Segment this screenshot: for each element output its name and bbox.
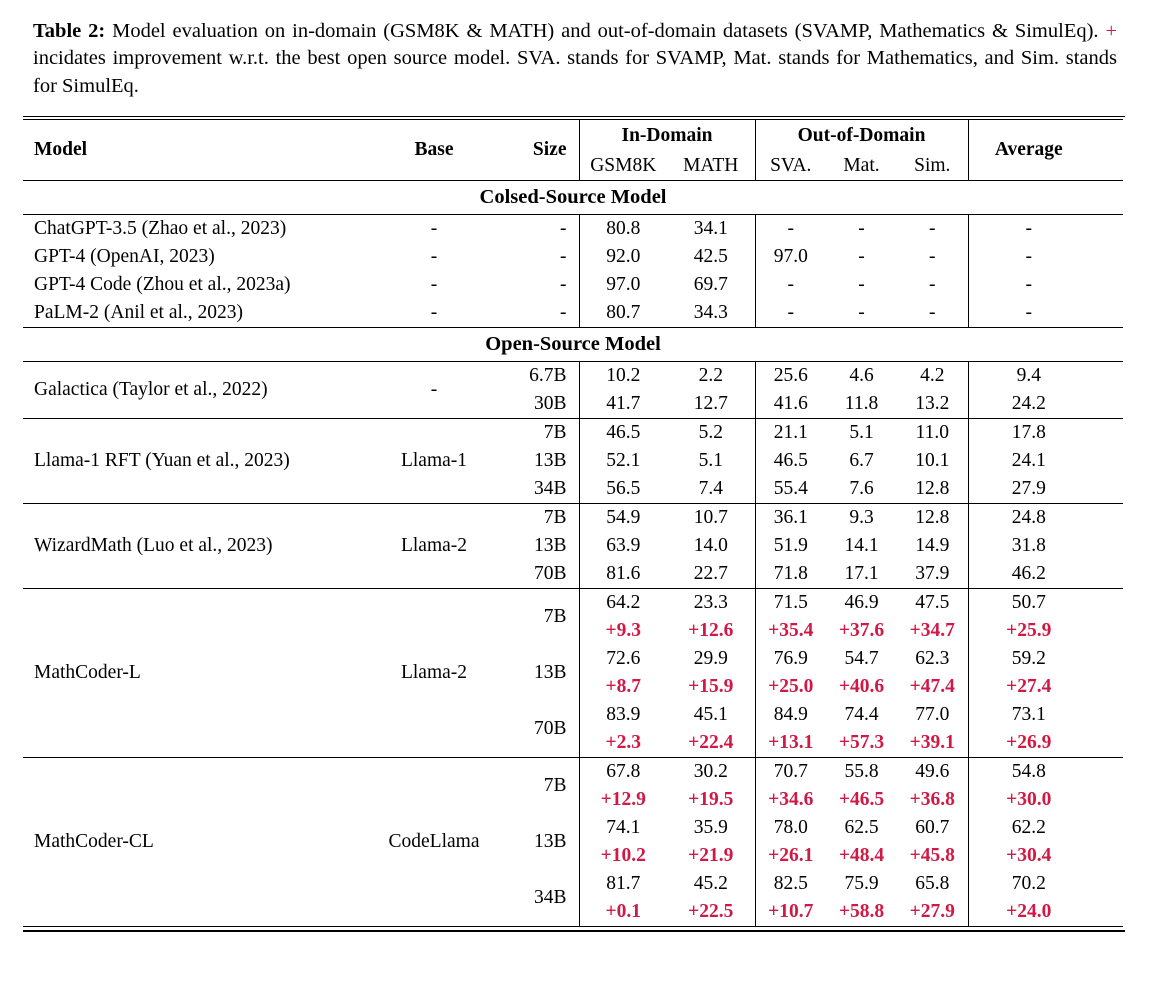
value-cell: 52.1 [579, 447, 667, 475]
paper-page [0, 18, 1149, 1004]
improvement-cell: +10.2 [579, 842, 667, 870]
value-cell: - [929, 246, 936, 268]
value-cell: 80.7 [579, 299, 667, 328]
value-cell: 41.7 [579, 390, 667, 419]
value-cell: - [929, 274, 936, 296]
col-header-gsm8k: GSM8K [579, 151, 667, 181]
value-cell: 54.8 [968, 758, 1123, 787]
value-cell: 24.2 [968, 390, 1123, 419]
value-cell: 21.1 [755, 419, 826, 448]
value-cell: 69.7 [693, 274, 728, 296]
improvement-cell: +15.9 [688, 676, 734, 698]
size-cell: 7B [543, 606, 567, 628]
improvement-cell: +26.1 [755, 842, 826, 870]
value-cell: - [755, 215, 826, 244]
value-cell: 31.8 [968, 532, 1123, 560]
size-cell: 13B [533, 662, 567, 684]
improvement-cell: +25.9 [968, 617, 1123, 645]
value-cell: 81.7 [579, 870, 667, 898]
base-cell: Llama-1 [379, 419, 489, 504]
section-title: Colsed-Source Model [23, 181, 1123, 215]
value-cell: 29.9 [693, 648, 728, 670]
size-cell: 13B [533, 831, 567, 853]
value-cell: 70.7 [755, 758, 826, 787]
improvement-cell: +12.6 [688, 620, 734, 642]
results-table-frame [23, 116, 1125, 932]
value-cell: 25.6 [755, 362, 826, 391]
value-cell: 71.8 [755, 560, 826, 589]
value-cell: 62.2 [968, 814, 1123, 842]
model-cell: MathCoder-CL [34, 831, 154, 853]
size-cell: 7B [543, 422, 567, 444]
value-cell: 56.5 [579, 475, 667, 504]
value-cell: 75.9 [844, 873, 879, 895]
model-cell: PaLM-2 (Anil et al., 2023) [34, 302, 244, 324]
col-header-mathematics: Mat. [826, 151, 897, 181]
improvement-cell: +46.5 [838, 789, 885, 811]
base-cell: Llama-2 [379, 589, 489, 758]
value-cell: 6.7 [849, 450, 874, 472]
improvement-cell: +27.4 [968, 673, 1123, 701]
improvement-cell: +39.1 [897, 729, 968, 758]
value-cell: 83.9 [579, 701, 667, 729]
value-cell: 11.8 [826, 390, 897, 419]
value-cell: 54.7 [844, 648, 879, 670]
value-cell: 12.8 [897, 475, 968, 504]
improvement-cell: +13.1 [755, 729, 826, 758]
value-cell: 81.6 [579, 560, 667, 589]
value-cell: 9.4 [968, 362, 1123, 391]
value-cell: 49.6 [915, 761, 950, 783]
value-cell: 84.9 [755, 701, 826, 729]
value-cell: 14.1 [844, 535, 879, 557]
model-cell: GPT-4 (OpenAI, 2023) [34, 246, 215, 268]
value-cell: 45.2 [693, 873, 728, 895]
table-row [23, 419, 1123, 448]
value-cell: 36.1 [755, 504, 826, 533]
value-cell: - [968, 299, 1123, 328]
table-row [23, 362, 1123, 391]
value-cell: 10.1 [915, 450, 950, 472]
value-cell: 46.9 [844, 592, 879, 614]
value-cell: 64.2 [579, 589, 667, 618]
table-body [23, 181, 1123, 927]
value-cell: - [968, 215, 1123, 244]
improvement-cell: +21.9 [688, 845, 734, 867]
value-cell: 59.2 [968, 645, 1123, 673]
improvement-cell: +27.9 [909, 901, 955, 923]
value-cell: 34.3 [693, 302, 728, 324]
improvement-cell: +8.7 [579, 673, 667, 701]
value-cell: 22.7 [667, 560, 755, 589]
value-cell: 17.1 [826, 560, 897, 589]
value-cell: 5.1 [849, 422, 874, 444]
value-cell: 12.8 [915, 507, 950, 529]
value-cell: 45.1 [693, 704, 728, 726]
value-cell: 42.5 [693, 246, 728, 268]
base-cell: - [430, 274, 438, 296]
col-header-model: Model [23, 120, 379, 181]
table-header [23, 120, 1123, 181]
value-cell: 10.2 [579, 362, 667, 391]
value-cell: 17.8 [968, 419, 1123, 448]
value-cell: 46.5 [755, 447, 826, 475]
value-cell: 60.7 [915, 817, 950, 839]
value-cell: 73.1 [968, 701, 1123, 729]
value-cell: - [929, 302, 936, 324]
value-cell: 72.6 [579, 645, 667, 673]
model-cell: WizardMath (Luo et al., 2023) [23, 504, 379, 589]
section-row [23, 181, 1123, 215]
col-header-average: Average [968, 120, 1123, 181]
value-cell: 11.0 [915, 422, 949, 444]
value-cell: 14.9 [915, 535, 950, 557]
improvement-cell: +47.4 [909, 676, 955, 698]
size-cell: 70B [489, 560, 579, 589]
improvement-cell: +35.4 [755, 617, 826, 645]
improvement-cell: +37.6 [838, 620, 885, 642]
value-cell: 63.9 [579, 532, 667, 560]
size-cell: 34B [533, 887, 567, 909]
size-cell: 34B [489, 475, 579, 504]
value-cell: 97.0 [755, 243, 826, 271]
col-group-in-domain: In-Domain [579, 120, 755, 152]
size-cell: - [560, 274, 567, 296]
improvement-cell: +34.7 [909, 620, 955, 642]
value-cell: 71.5 [755, 589, 826, 618]
value-cell: - [929, 218, 936, 240]
value-cell: 24.1 [968, 447, 1123, 475]
header-row-groups [23, 120, 1123, 152]
value-cell: - [858, 246, 865, 268]
col-header-svamp: SVA. [755, 151, 826, 181]
size-cell: 13B [533, 535, 567, 557]
improvement-cell: +34.6 [755, 786, 826, 814]
model-cell: GPT-4 Code (Zhou et al., 2023a) [34, 274, 291, 296]
col-header-math: MATH [667, 151, 755, 181]
model-cell: ChatGPT-3.5 (Zhao et al., 2023) [34, 218, 287, 240]
value-cell: 51.9 [755, 532, 826, 560]
value-cell: 76.9 [755, 645, 826, 673]
value-cell: 65.8 [915, 873, 950, 895]
table-row [23, 589, 1123, 618]
size-cell: - [560, 218, 567, 240]
table-caption [33, 18, 1117, 100]
value-cell: 13.2 [897, 390, 968, 419]
improvement-cell: +24.0 [968, 898, 1123, 927]
value-cell: - [755, 299, 826, 328]
value-cell: 62.3 [915, 648, 950, 670]
size-cell: 7B [543, 507, 567, 529]
value-cell: - [858, 302, 865, 324]
improvement-cell: +2.3 [579, 729, 667, 758]
improvement-cell: +57.3 [826, 729, 897, 758]
col-header-base: Base [379, 120, 489, 181]
value-cell: 4.6 [849, 365, 874, 387]
value-cell: 12.7 [667, 390, 755, 419]
improvement-cell: +22.4 [667, 729, 755, 758]
value-cell: 62.5 [844, 817, 879, 839]
size-cell: 6.7B [529, 365, 567, 387]
table-row [23, 504, 1123, 533]
value-cell: 50.7 [968, 589, 1123, 618]
improvement-cell: +12.9 [579, 786, 667, 814]
caption-plus-mark: + [1105, 20, 1117, 42]
model-cell: Galactica (Taylor et al., 2022) [23, 362, 379, 419]
value-cell: 9.3 [849, 507, 874, 529]
section-title: Open-Source Model [23, 328, 1123, 362]
model-cell: Llama-1 RFT (Yuan et al., 2023) [23, 419, 379, 504]
value-cell: 78.0 [755, 814, 826, 842]
value-cell: 2.2 [698, 365, 723, 387]
value-cell: 80.8 [579, 215, 667, 244]
base-cell: - [379, 362, 489, 419]
improvement-cell: +9.3 [579, 617, 667, 645]
col-header-size: Size [489, 120, 579, 181]
value-cell: 7.6 [826, 475, 897, 504]
value-cell: - [858, 274, 865, 296]
table-row [23, 215, 1123, 244]
size-cell: - [560, 246, 567, 268]
table-row [23, 299, 1123, 328]
improvement-cell: +22.5 [688, 901, 734, 923]
value-cell: 46.5 [579, 419, 667, 448]
improvement-cell: +25.0 [755, 673, 826, 701]
value-cell: - [968, 271, 1123, 299]
value-cell: - [858, 218, 865, 240]
value-cell: 10.7 [693, 507, 728, 529]
improvement-cell: +10.7 [755, 898, 826, 927]
improvement-cell: +30.4 [968, 842, 1123, 870]
value-cell: 55.4 [755, 475, 826, 504]
value-cell: 54.9 [579, 504, 667, 533]
value-cell: 4.2 [920, 365, 945, 387]
table-row [23, 243, 1123, 271]
base-cell: - [430, 218, 438, 240]
value-cell: - [755, 271, 826, 299]
base-cell: - [430, 302, 438, 324]
caption-text-1: Model evaluation on in-domain (GSM8K & MATH) and out-of-domain datasets (SVAMP, Mathematics & SimulEq). [105, 20, 1106, 42]
value-cell: 14.0 [693, 535, 728, 557]
value-cell: 55.8 [844, 761, 879, 783]
results-table [23, 119, 1123, 927]
improvement-cell: +45.8 [909, 845, 955, 867]
value-cell: 77.0 [915, 704, 950, 726]
improvement-cell: +58.8 [838, 901, 885, 923]
size-cell: 7B [543, 775, 567, 797]
value-cell: 92.0 [579, 243, 667, 271]
table-row [23, 271, 1123, 299]
improvement-cell: +36.8 [909, 789, 955, 811]
caption-label: Table 2: [33, 20, 106, 42]
improvement-cell: +48.4 [838, 845, 885, 867]
base-cell: - [430, 246, 438, 268]
value-cell: 97.0 [579, 271, 667, 299]
value-cell: 74.1 [579, 814, 667, 842]
size-cell: 70B [489, 701, 579, 758]
value-cell: 5.2 [698, 422, 723, 444]
value-cell: 27.9 [968, 475, 1123, 504]
value-cell: 67.8 [579, 758, 667, 787]
table-row [23, 758, 1123, 787]
value-cell: 47.5 [915, 592, 950, 614]
value-cell: 30.2 [693, 761, 728, 783]
value-cell: 37.9 [897, 560, 968, 589]
improvement-cell: +0.1 [579, 898, 667, 927]
value-cell: - [968, 243, 1123, 271]
value-cell: 41.6 [755, 390, 826, 419]
value-cell: 35.9 [693, 817, 728, 839]
size-cell: 13B [533, 450, 567, 472]
improvement-cell: +40.6 [838, 676, 885, 698]
model-cell: MathCoder-L [23, 589, 379, 758]
caption-text-2: incidates improvement w.r.t. the best open source model. SVA. stands for SVAMP, Mat. stands for Mathematics, and Sim. stands for SimulEq. [33, 47, 1117, 97]
section-row [23, 328, 1123, 362]
col-group-out-of-domain: Out-of-Domain [755, 120, 968, 152]
value-cell: 70.2 [968, 870, 1123, 898]
improvement-cell: +26.9 [968, 729, 1123, 758]
value-cell: 7.4 [667, 475, 755, 504]
base-cell: CodeLlama [388, 831, 480, 853]
col-header-simuleq: Sim. [897, 151, 968, 181]
size-cell: 30B [489, 390, 579, 419]
value-cell: 34.1 [693, 218, 728, 240]
value-cell: 24.8 [968, 504, 1123, 533]
value-cell: 23.3 [693, 592, 728, 614]
value-cell: 5.1 [698, 450, 723, 472]
improvement-cell: +19.5 [688, 789, 734, 811]
improvement-cell: +30.0 [968, 786, 1123, 814]
value-cell: 74.4 [844, 704, 879, 726]
base-cell: Llama-2 [379, 504, 489, 589]
value-cell: 46.2 [968, 560, 1123, 589]
size-cell: - [560, 302, 567, 324]
value-cell: 82.5 [755, 870, 826, 898]
